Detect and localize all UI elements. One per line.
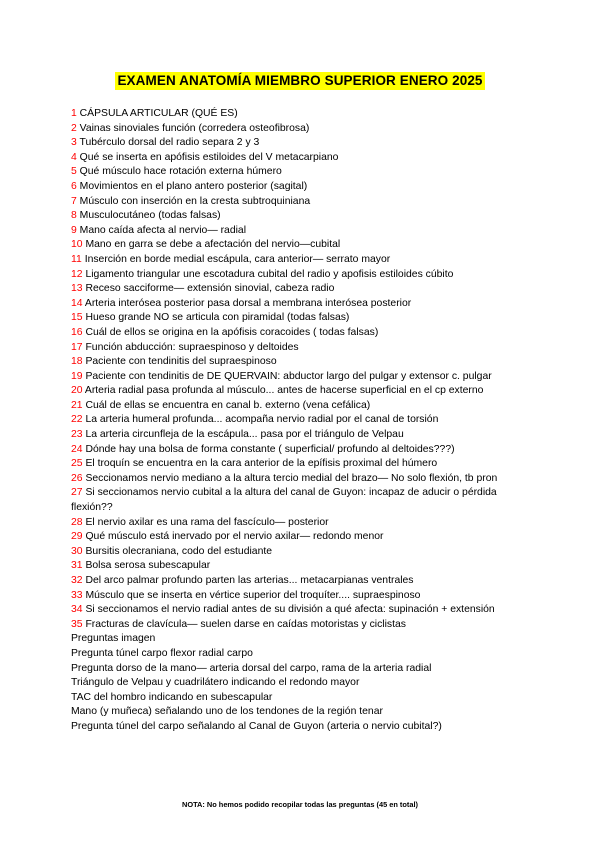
question-text: La arteria humeral profunda... acompaña nervio radial por el canal de torsión	[85, 414, 439, 426]
question-text: Bursitis olecraniana, codo del estudiante	[85, 545, 273, 557]
question-text: El troquín se encuentra en la cara anterior de la epífisis proximal del húmero	[85, 458, 438, 470]
question-number: 27	[71, 487, 83, 499]
question-number: 22	[71, 414, 83, 426]
question-number: 24	[71, 443, 83, 455]
question-text: CÁPSULA ARTICULAR (QUÉ ES)	[79, 108, 238, 119]
question-number: 31	[71, 560, 83, 572]
question-item	[71, 311, 531, 326]
exam-title: EXAMEN ANATOMÍA MIEMBRO SUPERIOR ENERO 2025	[117, 73, 483, 88]
question-number: 17	[71, 341, 83, 353]
question-item	[71, 253, 531, 268]
question-text: Mano caída afecta al nervio— radial	[79, 224, 247, 236]
image-question-item: Triángulo de Velpau y cuadrilátero indicando el redondo mayor	[71, 677, 360, 689]
image-question-item: Pregunta túnel carpo flexor radial carpo	[71, 647, 253, 659]
question-text: Paciente con tendinitis del supraespinoso	[85, 356, 277, 368]
question-item	[71, 457, 531, 472]
question-text: Vainas sinoviales función (corredera osteofibrosa)	[79, 122, 310, 134]
question-item	[71, 165, 531, 180]
question-text: Arteria interósea posterior pasa dorsal a membrana interósea posterior	[84, 297, 412, 309]
question-number: 21	[71, 399, 83, 411]
question-text: Qué se inserta en apófisis estiloides del V metacarpiano	[79, 151, 339, 163]
question-number: 18	[71, 356, 83, 368]
question-number: 5	[71, 166, 77, 178]
question-item	[71, 370, 531, 385]
question-text: La arteria circunfleja de la escápula... pasa por el triángulo de Velpau	[85, 429, 404, 441]
question-list	[71, 107, 531, 735]
image-question-item: Pregunta túnel del carpo señalando al Canal de Guyon (arteria o nervio cubital?)	[71, 720, 442, 732]
question-item	[71, 399, 531, 414]
question-number: 6	[71, 180, 77, 192]
question-text: Cuál de ellos se origina en la apófisis coracoides ( todas falsas)	[85, 326, 379, 338]
question-item	[71, 443, 531, 458]
question-text: Del arco palmar profundo parten las arterias... metacarpianas ventrales	[85, 575, 414, 586]
question-text: Tubérculo dorsal del radio separa 2 y 3	[79, 137, 260, 149]
question-item	[71, 384, 531, 399]
image-question-item: Pregunta dorso de la mano— arteria dorsal del carpo, rama de la arteria radial	[71, 662, 432, 674]
question-number: 8	[71, 210, 77, 222]
question-text: Dónde hay una bolsa de forma constante ( superficial/ profundo al deltoides???)	[85, 443, 455, 455]
question-number: 25	[71, 458, 83, 470]
question-item	[71, 268, 531, 283]
question-item	[71, 472, 531, 487]
question-item	[71, 530, 531, 545]
footnote: NOTA: No hemos podido recopilar todas las preguntas (45 en total)	[182, 800, 418, 809]
question-item	[71, 326, 531, 341]
question-item	[71, 107, 531, 122]
question-item	[71, 238, 531, 253]
question-number: 20	[71, 385, 83, 397]
question-text: Músculo con inserción en la cresta subtroquiniana	[79, 195, 311, 207]
question-text: Qué músculo hace rotación externa húmero	[79, 166, 282, 178]
question-number: 13	[71, 283, 83, 295]
question-item	[71, 282, 531, 297]
question-text: Fracturas de clavícula— suelen darse en caídas motoristas y ciclistas	[85, 618, 406, 630]
question-text: El nervio axilar es una rama del fascículo— posterior	[85, 516, 329, 528]
question-number: 3	[71, 137, 77, 149]
question-number: 26	[71, 472, 83, 484]
question-number: 2	[71, 122, 77, 134]
question-text: Qué músculo está inervado por el nervio axilar— redondo menor	[85, 531, 384, 543]
question-number: 7	[71, 195, 77, 207]
question-item	[71, 122, 531, 137]
question-item	[71, 195, 531, 210]
question-number: 1	[71, 108, 77, 119]
question-number: 14	[71, 297, 83, 309]
question-item	[71, 180, 531, 195]
image-question-item: Mano (y muñeca) señalando uno de los tendones de la región tenar	[71, 706, 383, 718]
question-text: Arteria radial pasa profunda al músculo... antes de hacerse superficial en el cp externo	[84, 385, 484, 397]
question-text: Función abducción: supraespinoso y deltoides	[85, 341, 299, 353]
image-question-item: Preguntas imagen	[71, 633, 156, 645]
question-item	[71, 413, 531, 428]
question-item	[71, 341, 531, 356]
question-number: 35	[71, 618, 83, 630]
question-text: Paciente con tendinitis de DE QUERVAIN: abductor largo del pulgar y extensor c. pulgar	[85, 370, 492, 382]
question-text: Hueso grande NO se articula con piramidal (todas falsas)	[85, 312, 350, 324]
question-number: 4	[71, 151, 77, 163]
question-number: 15	[71, 312, 83, 324]
question-item	[71, 209, 531, 224]
question-item	[71, 136, 531, 151]
question-text: Musculocutáneo (todas falsas)	[79, 210, 221, 222]
question-number: 19	[71, 370, 83, 382]
question-item	[71, 355, 531, 370]
question-number: 16	[71, 326, 83, 338]
question-item	[71, 486, 531, 515]
question-item	[71, 603, 531, 618]
question-text: Movimientos en el plano antero posterior (sagital)	[79, 180, 308, 192]
question-number: 23	[71, 429, 83, 441]
question-item	[71, 545, 531, 560]
question-text: Si seccionamos nervio cubital a la altura del canal de Guyon: incapaz de aducir o pérdida flexión??	[71, 487, 497, 514]
question-number: 32	[71, 575, 83, 586]
question-number: 11	[71, 253, 82, 265]
question-text: Seccionamos nervio mediano a la altura tercio medial del brazo— No solo flexión, tb pron	[85, 472, 498, 484]
question-text: Receso sacciforme— extensión sinovial, cabeza radio	[85, 283, 335, 295]
question-text: Inserción en borde medial escápula, cara anterior— serrato mayor	[84, 253, 391, 265]
image-question-item: TAC del hombro indicando en subescapular	[71, 691, 273, 703]
question-number: 10	[71, 239, 83, 251]
question-item	[71, 574, 531, 589]
question-number: 33	[71, 589, 83, 601]
question-item	[71, 618, 531, 633]
question-number: 28	[71, 516, 83, 528]
question-item	[71, 516, 531, 531]
question-text: Cuál de ellas se encuentra en canal b. externo (vena cefálica)	[85, 399, 371, 411]
question-item	[71, 559, 531, 574]
question-item	[71, 589, 531, 604]
title-container	[0, 72, 600, 90]
question-number: 34	[71, 604, 83, 616]
question-number: 29	[71, 531, 83, 543]
question-item	[71, 297, 531, 312]
question-text: Músculo que se inserta en vértice superior del troquíter.... supraespinoso	[85, 589, 421, 601]
question-item	[71, 428, 531, 443]
question-item	[71, 151, 531, 166]
question-item	[71, 224, 531, 239]
question-number: 12	[71, 268, 83, 280]
question-text: Ligamento triangular une escotadura cubital del radio y apofisis estiloides cúbito	[85, 268, 454, 280]
question-text: Si seccionamos el nervio radial antes de su división a qué afecta: supinación + extensión	[85, 604, 495, 616]
question-text: Mano en garra se debe a afectación del nervio—cubital	[85, 239, 341, 251]
question-number: 30	[71, 545, 83, 557]
question-number: 9	[71, 224, 77, 236]
question-text: Bolsa serosa subescapular	[85, 560, 211, 572]
